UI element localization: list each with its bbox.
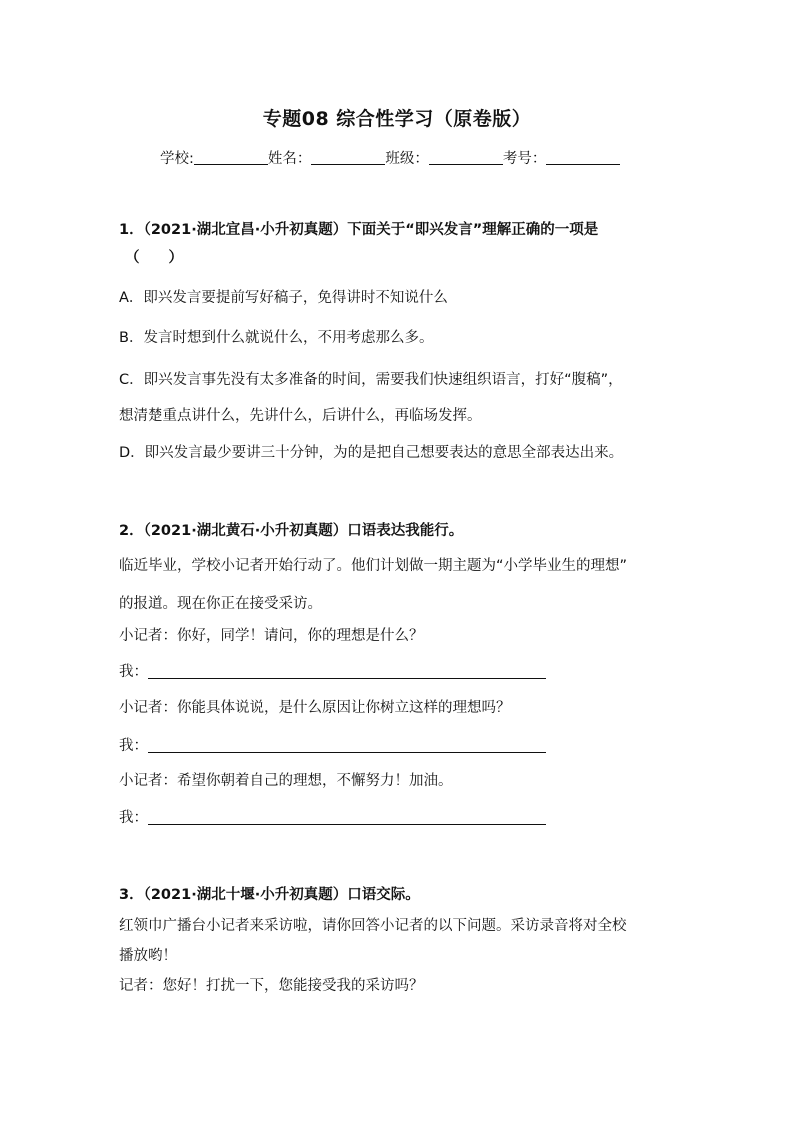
class-blank[interactable] <box>429 150 503 165</box>
q2-stem: 2．（2021·湖北黄石·小升初真题）口语表达我能行。 <box>119 523 464 539</box>
q2-intro-line-2: 的报道。现在你正在接受采访。 <box>119 596 322 612</box>
number-label: 考号： <box>502 151 547 167</box>
q3-line-2: 播放哟！ <box>119 948 177 964</box>
q2-answer-row-3 <box>119 806 546 827</box>
me-label: 我： <box>119 664 148 680</box>
name-blank[interactable] <box>311 150 385 165</box>
school-blank[interactable] <box>194 150 268 165</box>
q2-reporter-line-2: 小记者：你能具体说说，是什么原因让你树立这样的理想吗？ <box>119 700 511 716</box>
q1-bracket: （ ） <box>125 250 183 266</box>
q1-option-a: A．即兴发言要提前写好稿子，免得讲时不知说什么 <box>119 290 448 306</box>
q1-option-c: C．即兴发言事先没有太多准备的时间，需要我们快速组织语言，打好“腹稿”， <box>119 372 623 388</box>
q1-stem: 1．（2021·湖北宜昌·小升初真题）下面关于“即兴发言”理解正确的一项是 <box>119 222 599 238</box>
me-label: 我： <box>119 738 148 754</box>
answer-line-3[interactable] <box>148 810 546 825</box>
answer-line-2[interactable] <box>148 738 546 753</box>
q3-stem: 3．（2021·湖北十堰·小升初真题）口语交际。 <box>119 887 420 903</box>
q2-reporter-line-3: 小记者：希望你朝着自己的理想，不懈努力！加油。 <box>119 773 453 789</box>
class-label: 班级： <box>385 151 429 167</box>
q3-line-3: 记者：您好！打扰一下，您能接受我的采访吗？ <box>119 978 424 994</box>
answer-line-1[interactable] <box>148 664 546 679</box>
number-blank[interactable] <box>546 150 620 165</box>
name-label: 姓名： <box>267 151 312 167</box>
q2-reporter-line-1: 小记者：你好，同学！请问，你的理想是什么？ <box>119 628 424 644</box>
q1-option-d: D．即兴发言最少要讲三十分钟，为的是把自己想要表达的意思全部表达出来。 <box>119 445 624 461</box>
q2-answer-row-2 <box>119 734 546 755</box>
student-info-row <box>160 147 680 168</box>
q2-intro-line-1: 临近毕业，学校小记者开始行动了。他们计划做一期主题为“小学毕业生的理想” <box>119 558 628 574</box>
q3-line-1: 红领巾广播台小记者来采访啦，请你回答小记者的以下问题。采访录音将对全校 <box>119 918 627 934</box>
me-label: 我： <box>119 810 148 826</box>
q2-answer-row-1 <box>119 660 546 681</box>
q1-option-c-cont: 想清楚重点讲什么，先讲什么，后讲什么，再临场发挥。 <box>119 408 482 424</box>
page-title: 专题08 综合性学习（原卷版） <box>262 108 532 130</box>
q1-option-b: B．发言时想到什么就说什么，不用考虑那么多。 <box>119 330 434 346</box>
school-label: 学校: <box>160 151 194 167</box>
